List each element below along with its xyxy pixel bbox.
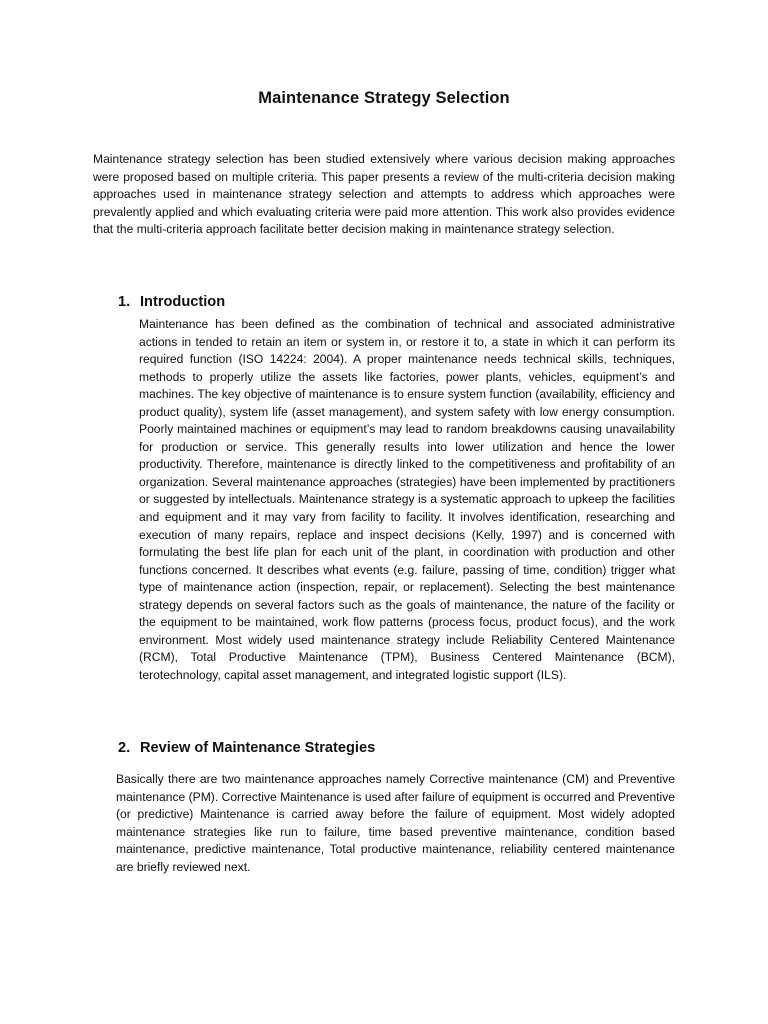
- review-paragraph: Basically there are two maintenance approaches namely Corrective maintenance (CM) and Preventive maintenance (PM). Corrective Maintenance is used after failure of equipment is occurred and Preventive (or predictive) Maintenance is carried away before the failure of equipment. Most widely adopted maintenance strategies like run to failure, time based preventive maintenance, condition based maintenance, predictive maintenance, Total productive maintenance, reliability centered maintenance are briefly reviewed next.: [116, 772, 675, 874]
- section-title: Review of Maintenance Strategies: [140, 740, 376, 756]
- section-heading-introduction: [118, 294, 225, 310]
- section-title: Introduction: [140, 294, 226, 310]
- introduction-paragraph: Maintenance has been defined as the combination of technical and associated administrative actions in tended to retain an item or system in, or restore it to, a state in which it can perform its required function (ISO 14224: 2004). A proper maintenance needs technical skills, techniques, methods to properly utilize the assets like factories, power plants, vehicles, equipment’s and machines. The key objective of maintenance is to ensure system function (availability, efficiency and product quality), system life (asset management), and system safety with low energy consumption. Poorly maintained machines or equipment’s may lead to random breakdowns causing unavailability for production or service. This generally results into lower utilization and hence the lower productivity. Therefore, maintenance is directly linked to the competitiveness and profitability of an organization. Several maintenance approaches (strategies) have been implemented by practitioners or suggested by intellectuals. Maintenance strategy is a systematic approach to upkeep the facilities and equipment and it may vary from facility to facility. It involves identification, researching and execution of many repairs, replace and inspect decisions (Kelly, 1997) and is concerned with formulating the best life plan for each unit of the plant, in coordination with production and other functions concerned. It describes what events (e.g. failure, passing of time, condition) trigger what type of maintenance action (inspection, repair, or replacement). Selecting the best maintenance strategy depends on several factors such as the goals of maintenance, the nature of the facility or the equipment to be maintained, work flow patterns (process focus, product focus), and the work environment. Most widely used maintenance strategy include Reliability Centered Maintenance (RCM), Total Productive Maintenance (TPM), Business Centered Maintenance (BCM), terotechnology, capital asset management, and integrated logistic support (ILS).: [139, 317, 675, 682]
- section-number: 1.: [118, 294, 131, 310]
- section-number: 2.: [118, 740, 131, 756]
- document-title: Maintenance Strategy Selection: [258, 89, 510, 107]
- abstract-paragraph: Maintenance strategy selection has been studied extensively where various decision making approaches were proposed based on multiple criteria. This paper presents a review of the multi-criteria decision making approaches used in maintenance strategy selection and attempts to address which approaches were prevalently applied and which evaluating criteria were paid more attention. This work also provides evidence that the multi-criteria approach facilitate better decision making in maintenance strategy selection.: [93, 152, 675, 237]
- section-heading-review: [118, 740, 375, 756]
